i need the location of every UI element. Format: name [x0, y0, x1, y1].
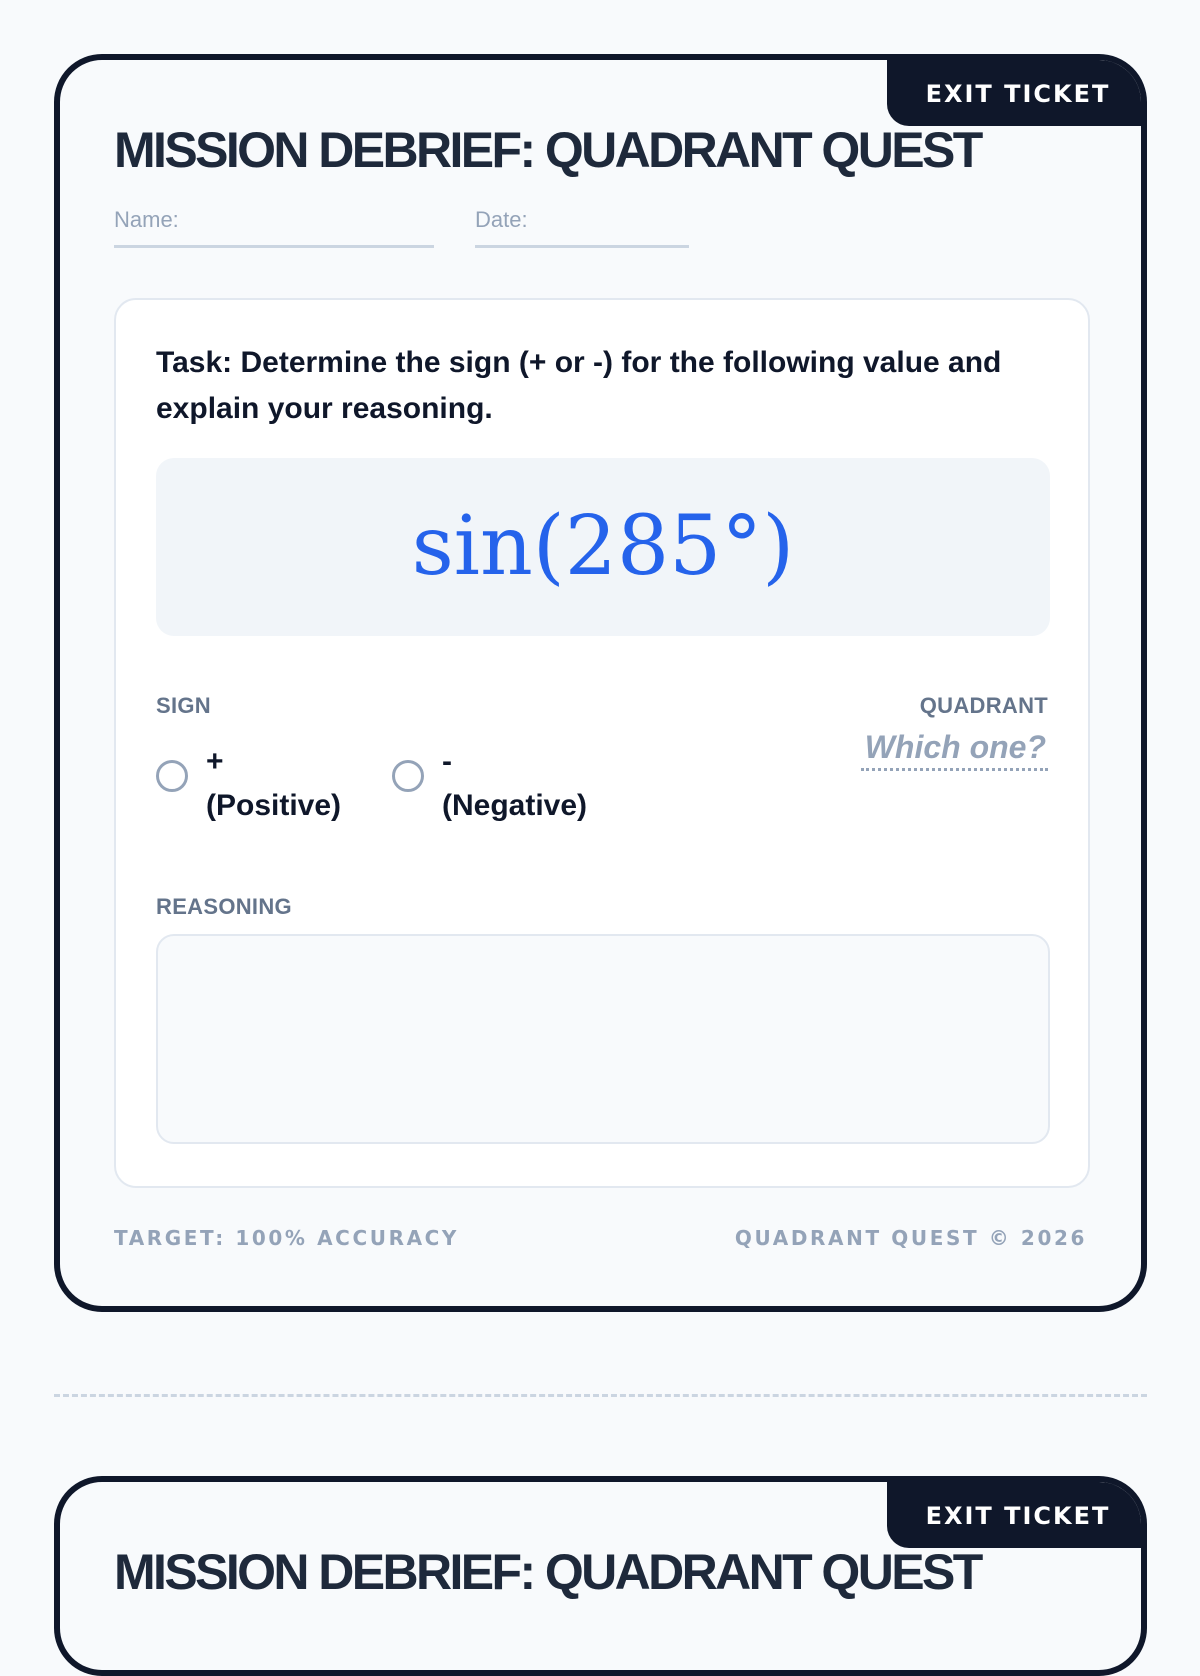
reasoning-label: REASONING	[156, 894, 292, 919]
quadrant-answer-field[interactable]: Which one?	[861, 728, 1048, 771]
exit-ticket-badge: EXIT TICKET	[887, 60, 1141, 126]
task-instructions: Task: Determine the sign (+ or -) for the following value and explain your reasoning.	[156, 346, 1002, 425]
ticket-title: MISSION DEBRIEF: QUADRANT QUEST	[114, 122, 981, 178]
name-label: Name:	[114, 207, 179, 232]
sign-label: SIGN	[156, 693, 211, 718]
positive-option-label	[206, 740, 341, 828]
negative-text: (Negative)	[442, 789, 588, 822]
task-card	[114, 298, 1090, 1188]
date-field[interactable]	[475, 207, 689, 248]
ticket-title: MISSION DEBRIEF: QUADRANT QUEST	[114, 1544, 981, 1600]
exit-ticket-badge: EXIT TICKET	[887, 1482, 1141, 1548]
date-label: Date:	[475, 207, 528, 232]
formula-panel	[156, 458, 1050, 636]
footer-copyright: QUADRANT QUEST © 2026	[734, 1226, 1087, 1250]
quadrant-label: QUADRANT	[919, 693, 1048, 718]
reasoning-textarea[interactable]	[156, 934, 1050, 1144]
positive-symbol: +	[206, 745, 224, 778]
name-field[interactable]	[114, 207, 434, 248]
footer-target: TARGET: 100% ACCURACY	[114, 1226, 460, 1250]
positive-text: (Positive)	[206, 789, 342, 822]
negative-option[interactable]	[392, 740, 587, 828]
positive-option[interactable]	[156, 740, 341, 828]
formula-expression: sin(285°)	[411, 499, 795, 594]
negative-option-label	[442, 740, 587, 828]
positive-radio[interactable]	[156, 760, 188, 792]
exit-ticket-copy	[54, 1476, 1147, 1676]
cut-line-divider	[54, 1394, 1147, 1397]
exit-ticket	[54, 54, 1147, 1312]
negative-radio[interactable]	[392, 760, 424, 792]
negative-symbol: -	[442, 745, 452, 778]
